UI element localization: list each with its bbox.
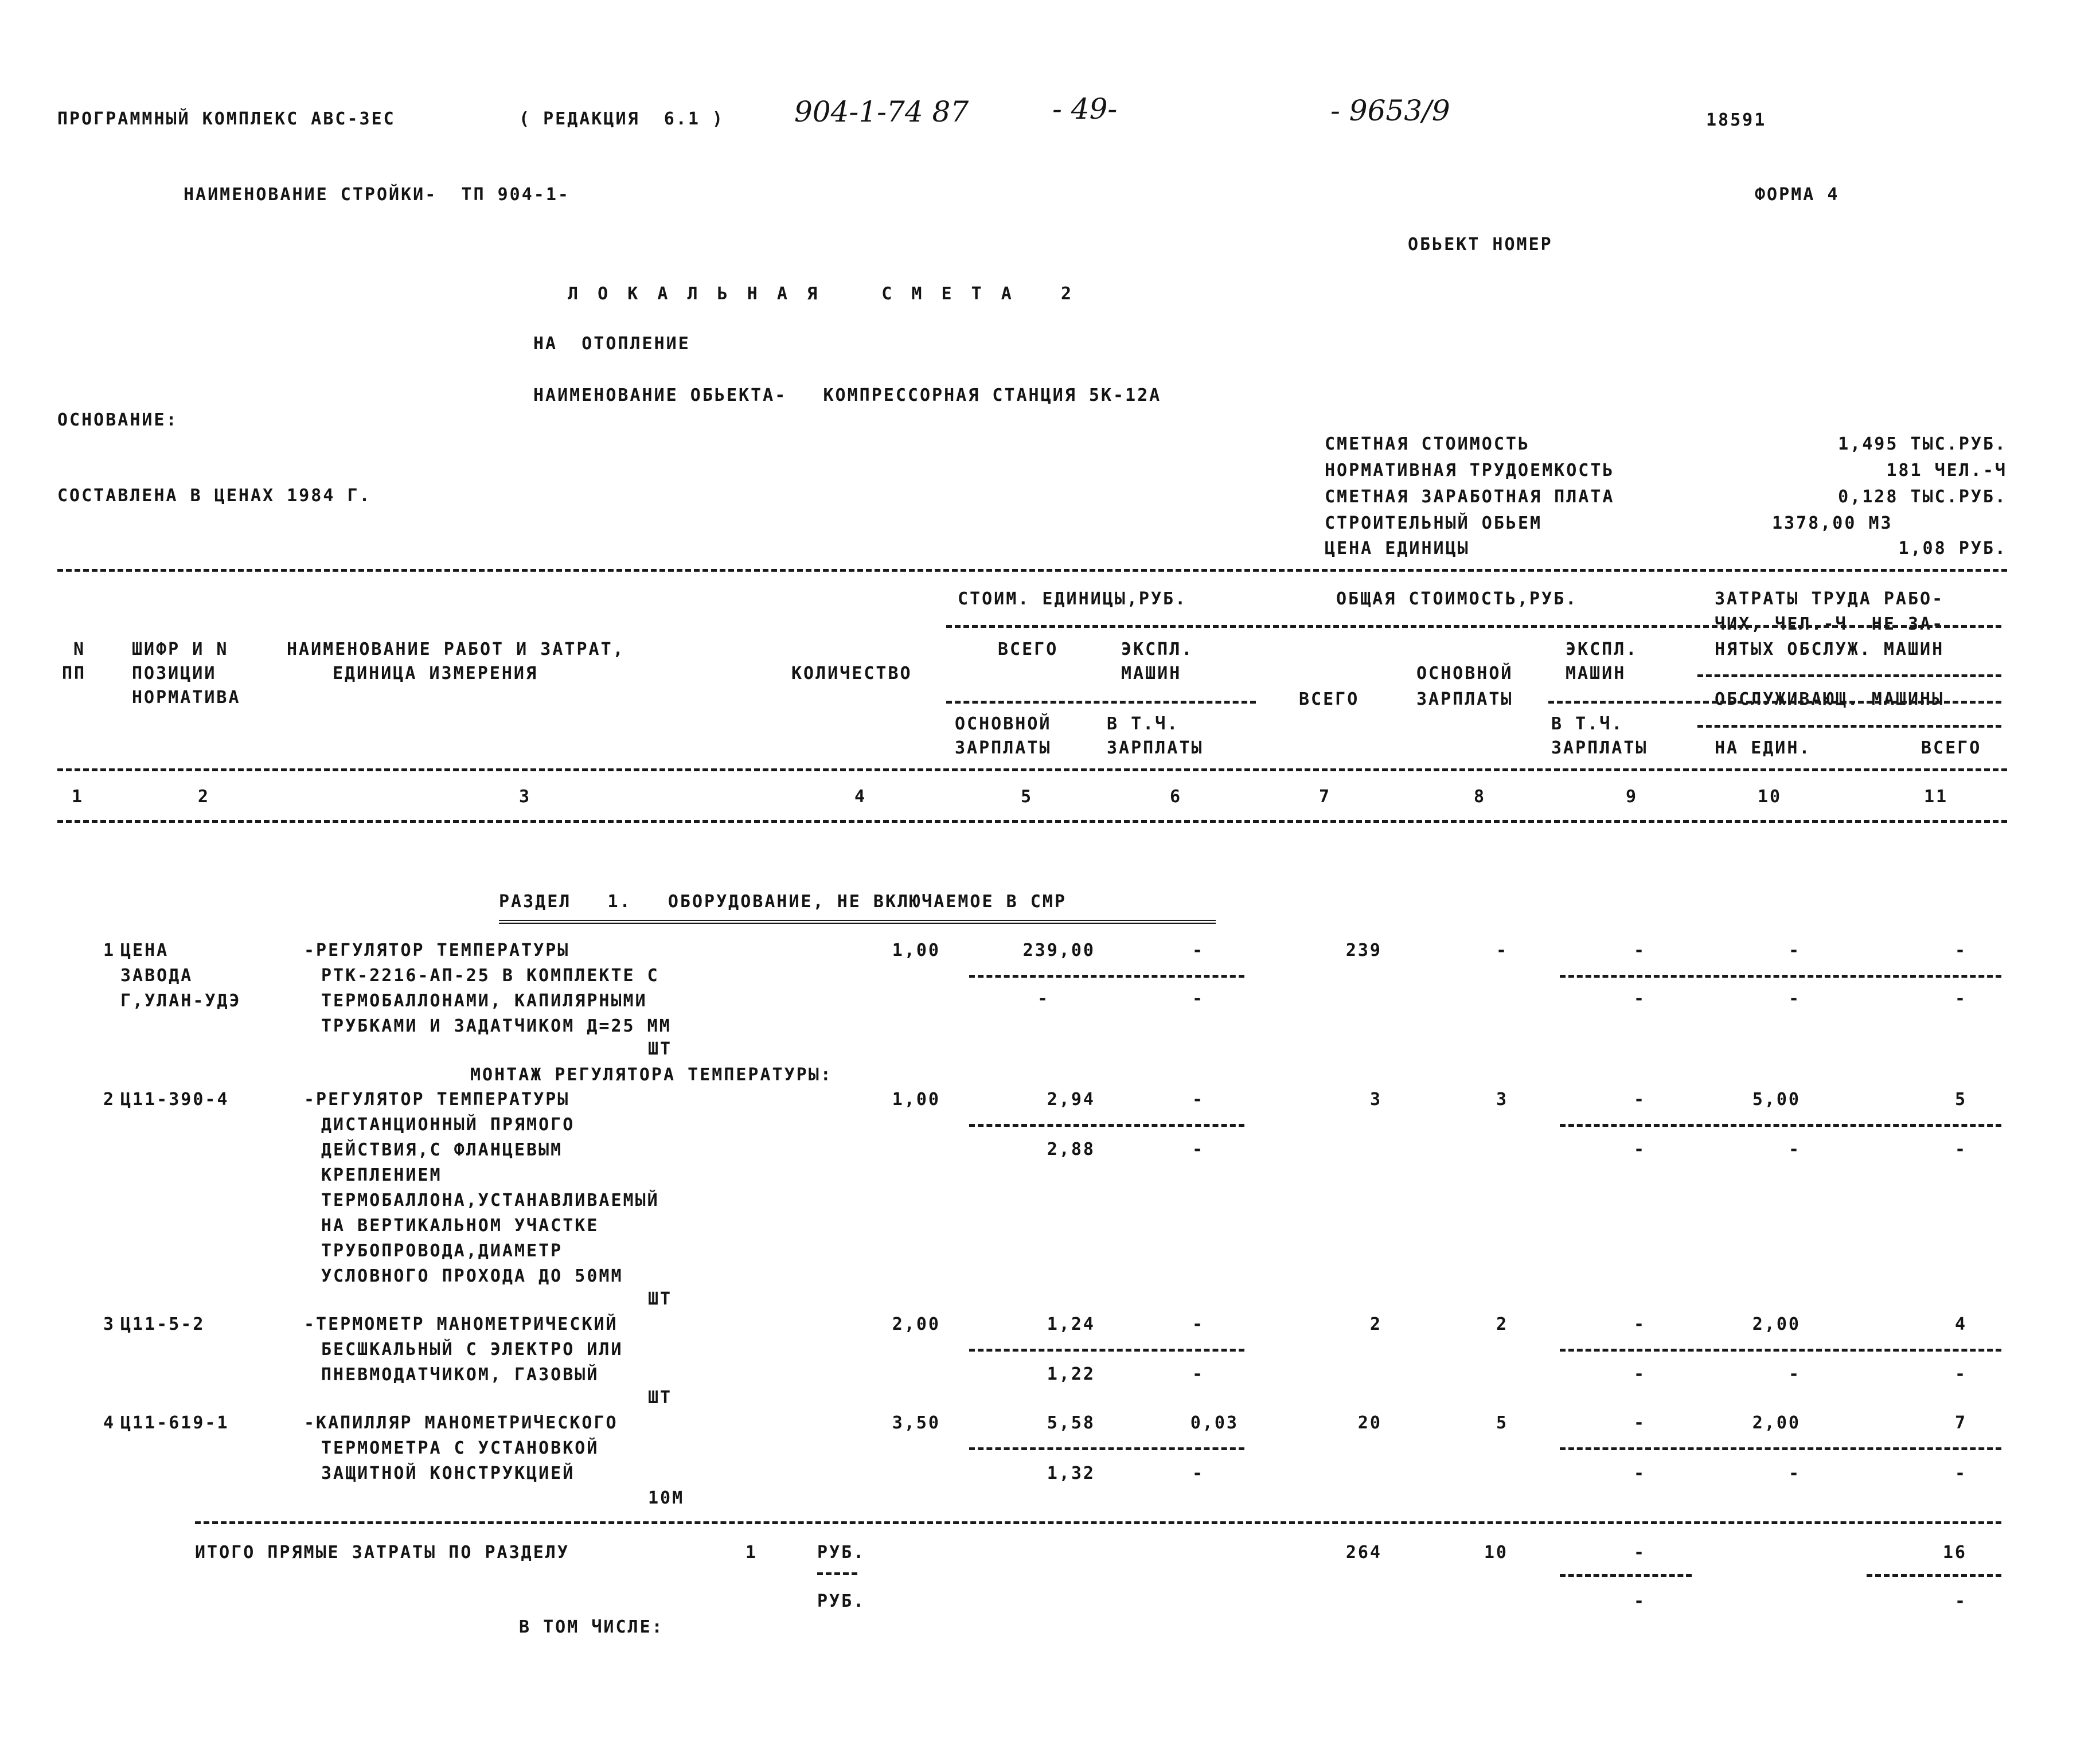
row-separator [1560,1124,2001,1127]
summary-label: СМЕТНАЯ СТОИМОСТЬ [1325,434,1531,454]
row-labor-total: - [1954,940,1967,960]
header-code: ПОЗИЦИИ [132,663,217,684]
summary-value: 0,128 ТЫС.РУБ. [1838,487,2007,507]
row-separator [969,1447,1244,1450]
column-number: 6 [1170,787,1182,807]
row-quantity: 1,00 [892,940,940,960]
row-separator [969,1349,1244,1352]
row-work-name: ТРУБОПРОВОДА,ДИАМЕТР [321,1241,563,1261]
row-unit-total: 5,58 [1047,1413,1095,1433]
document-number: - 9653/9 [1330,94,1450,127]
row-total: 3 [1369,1090,1382,1110]
header-unit-wage: ЗАРПЛАТЫ [955,738,1052,758]
row-labor-unit: 2,00 [1752,1413,1801,1433]
page-number: - 49- [1052,92,1118,126]
row-unit-wage: 1,22 [1047,1364,1095,1384]
header-labor: ЧИХ, ЧЕЛ.-Ч НЕ ЗА- [1715,614,1945,634]
row-unit-incl: - [1192,1463,1204,1483]
header-unit-mach: МАШИН [1121,663,1182,684]
estimate-title: Л О К А Л Ь Н А Я С М Е Т А 2 [568,284,1076,304]
row-code: ЗАВОДА [120,966,193,986]
construction-name: НАИМЕНОВАНИЕ СТРОЙКИ- ТП 904-1- [184,185,570,205]
totals-section-number: 1 [745,1543,758,1563]
row-unit-incl: - [1192,1364,1204,1384]
totals-labor-total: 16 [1942,1543,1967,1563]
header-labor: ОБСЛУЖИВАЮЩ. МАШИНЫ [1715,689,1945,709]
row-quantity: 2,00 [892,1314,940,1334]
row-unit-wage: 2,88 [1047,1139,1095,1159]
section-underline [499,920,1216,924]
header-quantity: КОЛИЧЕСТВО [791,663,912,684]
column-number: 8 [1474,787,1486,807]
row-unit-total: 239,00 [1022,940,1095,960]
totals-total: 264 [1345,1543,1382,1563]
row-number: 2 [103,1090,116,1110]
row-unit-wage: 1,32 [1047,1463,1095,1483]
row-work-name: ЗАЩИТНОЙ КОНСТРУКЦИЕЙ [321,1463,575,1483]
row-work-name: ДИСТАНЦИОННЫЙ ПРЯМОГО [321,1115,575,1135]
table-top-rule [57,569,2007,572]
header-total-incl: ЗАРПЛАТЫ [1551,738,1648,758]
object-number: ОБЬЕКТ НОМЕР [1408,235,1553,255]
row-total-incl: - [1633,1463,1646,1483]
row-code: Ц11-390-4 [120,1090,229,1110]
row-total-mach: - [1633,1090,1646,1110]
row-unit-incl: - [1192,1139,1204,1159]
header-total-mach: МАШИН [1566,663,1626,684]
program-name: ПРОГРАММНЫЙ КОМПЛЕКС АВС-ЗЕС [57,109,396,129]
handwritten-code: 904-1-74 87 [794,95,969,128]
row-unit-total: 2,94 [1047,1090,1095,1110]
summary-label: ЦЕНА ЕДИНИЦЫ [1325,538,1470,559]
header-labor-unit: НА ЕДИН. [1715,738,1812,758]
header-unit-incl: ЗАРПЛАТЫ [1107,738,1204,758]
header-pp: ПП [62,663,87,684]
basis-label: ОСНОВАНИЕ: [57,410,178,430]
row-unit-mach: - [1192,1090,1204,1110]
totals-separator [1560,1574,1692,1577]
row-separator [969,1124,1244,1127]
row-labor-unit: - [1788,1364,1801,1384]
totals-mach: - [1633,1543,1646,1563]
row-code: Ц11-5-2 [120,1314,205,1334]
row-total-wage: - [1496,940,1508,960]
row-number: 4 [103,1413,116,1433]
column-number: 9 [1626,787,1638,807]
header-separator [1548,701,2001,704]
totals-labor-total: - [1954,1591,1967,1611]
column-number: 10 [1758,787,1782,807]
prices-note: СОСТАВЛЕНА В ЦЕНАХ 1984 Г. [57,486,372,506]
header-total-incl: В Т.Ч. [1551,714,1624,734]
column-number: 3 [519,787,532,807]
header-labor: НЯТЫХ ОБСЛУЖ. МАШИН [1715,639,1945,659]
row-total: 239 [1345,940,1382,960]
row-work-name: ТРУБКАМИ И ЗАДАТЧИКОМ Д=25 ММ [321,1016,672,1036]
totals-top-rule [195,1521,2001,1524]
row-unit-mach: 0,03 [1190,1413,1239,1433]
header-separator [946,701,1256,704]
row-work-name: -РЕГУЛЯТОР ТЕМПЕРАТУРЫ [304,1090,570,1110]
row-labor-unit: - [1788,989,1801,1009]
summary-label: СТРОИТЕЛЬНЫЙ ОБЬЕМ [1325,513,1543,533]
row-unit: ШТ [648,1289,673,1309]
totals-incl: - [1633,1591,1646,1611]
header-total-cost: ОБЩАЯ СТОИМОСТЬ,РУБ. [1336,589,1578,609]
header-separator [1697,674,2001,677]
header-unit-mach: ЭКСПЛ. [1121,639,1194,659]
totals-wage: 10 [1484,1543,1508,1563]
row-unit: ШТ [648,1388,673,1408]
column-number: 5 [1021,787,1033,807]
header-work-name: НАИМЕНОВАНИЕ РАБОТ И ЗАТРАТ, [287,639,625,659]
row-work-name: ТЕРМОБАЛЛОНАМИ, КАПИЛЯРНЫМИ [321,991,647,1011]
row-code: Ц11-619-1 [120,1413,229,1433]
row-separator [969,975,1244,978]
row-work-name: -КАПИЛЛЯР МАНОМЕТРИЧЕСКОГО [304,1413,618,1433]
row-labor-unit: 2,00 [1752,1314,1801,1334]
row-labor-unit: - [1788,1139,1801,1159]
row-labor-total: 7 [1954,1413,1967,1433]
row-unit-wage: - [1037,989,1049,1009]
column-number: 11 [1924,787,1949,807]
row-labor-unit: - [1788,940,1801,960]
row-total: 2 [1369,1314,1382,1334]
row-labor-total: 5 [1954,1090,1967,1110]
totals-label: ИТОГО ПРЯМЫЕ ЗАТРАТЫ ПО РАЗДЕЛУ [195,1543,569,1563]
totals-including: В ТОМ ЧИСЛЕ: [519,1617,664,1637]
row-labor-total: - [1954,989,1967,1009]
summary-value: 1,495 ТЫС.РУБ. [1838,434,2007,454]
header-unit-wage: ОСНОВНОЙ [955,714,1052,734]
header-n: N [73,639,86,659]
row-work-name: ПНЕВМОДАТЧИКОМ, ГАЗОВЫЙ [321,1365,599,1385]
header-separator [946,625,2001,628]
header-total-wage: ЗАРПЛАТЫ [1416,689,1513,709]
row-code: ЦЕНА [120,940,169,960]
row-number: 1 [103,940,116,960]
edition-label: ( РЕДАКЦИЯ 6.1 ) [519,109,725,129]
row-unit-incl: - [1192,989,1204,1009]
row-work-name: НА ВЕРТИКАЛЬНОМ УЧАСТКЕ [321,1216,599,1236]
row-unit-mach: - [1192,1314,1204,1334]
row-labor-total: - [1954,1364,1967,1384]
row-total-mach: - [1633,1314,1646,1334]
header-total-all: ВСЕГО [1299,689,1360,709]
numbers-bottom-rule [57,820,2007,823]
header-separator [1697,725,2001,728]
header-code: ШИФР И N [132,639,229,659]
header-unit-incl: В Т.Ч. [1107,714,1180,734]
row-total-incl: - [1633,1139,1646,1159]
totals-unit: РУБ. [817,1543,866,1563]
row-unit: ШТ [648,1039,673,1059]
header-total-wage: ОСНОВНОЙ [1416,663,1513,684]
row-work-name: БЕСШКАЛЬНЫЙ С ЭЛЕКТРО ИЛИ [321,1340,623,1360]
row-labor-unit: - [1788,1463,1801,1483]
row-separator [1560,1349,2001,1352]
row-quantity: 1,00 [892,1090,940,1110]
row-labor-unit: 5,00 [1752,1090,1801,1110]
row-unit-total: 1,24 [1047,1314,1095,1334]
row-total-wage: 2 [1496,1314,1508,1334]
totals-unit-separator [817,1572,857,1575]
row-separator [1560,975,2001,978]
header-work-name: ЕДИНИЦА ИЗМЕРЕНИЯ [333,663,538,684]
header-labor-total: ВСЕГО [1921,738,1982,758]
row-work-name: РТК-2216-АП-25 В КОМПЛЕКТЕ С [321,966,659,986]
row-work-name: ТЕРМОБАЛЛОНА,УСТАНАВЛИВАЕМЫЙ [321,1190,659,1211]
header-unit-cost: СТОИМ. ЕДИНИЦЫ,РУБ. [958,589,1188,609]
column-number: 7 [1319,787,1332,807]
row-work-name: -РЕГУЛЯТОР ТЕМПЕРАТУРЫ [304,940,570,960]
row-unit: 10М [648,1488,685,1508]
column-number: 1 [72,787,84,807]
row-labor-total: - [1954,1139,1967,1159]
row-work-name: УСЛОВНОГО ПРОХОДА ДО 50ММ [321,1266,623,1286]
row-quantity: 3,50 [892,1413,940,1433]
row-total-incl: - [1633,1364,1646,1384]
row-pre-heading: МОНТАЖ РЕГУЛЯТОРА ТЕМПЕРАТУРЫ: [470,1065,833,1085]
estimate-subtitle: НА ОТОПЛЕНИЕ [533,334,690,354]
column-number: 2 [198,787,210,807]
header-labor: ЗАТРАТЫ ТРУДА РАБО- [1715,589,1945,609]
row-total-mach: - [1633,940,1646,960]
sheet-code: 18591 [1706,110,1767,130]
totals-unit: РУБ. [817,1591,866,1611]
row-number: 3 [103,1314,116,1334]
summary-value: 1378,00 М3 [1772,513,1893,533]
header-code: НОРМАТИВА [132,688,241,708]
row-work-name: КРЕПЛЕНИЕМ [321,1165,442,1185]
row-work-name: -ТЕРМОМЕТР МАНОМЕТРИЧЕСКИЙ [304,1314,618,1334]
totals-separator [1867,1574,2001,1577]
header-total-mach: ЭКСПЛ. [1566,639,1638,659]
section-title: РАЗДЕЛ 1. ОБОРУДОВАНИЕ, НЕ ВКЛЮЧАЕМОЕ В СМР [499,892,1067,912]
row-work-name: ТЕРМОМЕТРА С УСТАНОВКОЙ [321,1438,599,1458]
header-unit-total: ВСЕГО [998,639,1059,659]
summary-label: СМЕТНАЯ ЗАРАБОТНАЯ ПЛАТА [1325,487,1615,507]
row-total-wage: 3 [1496,1090,1508,1110]
summary-value: 1,08 РУБ. [1898,538,2007,559]
column-number: 4 [854,787,867,807]
row-total-wage: 5 [1496,1413,1508,1433]
row-code: Г,УЛАН-УДЭ [120,991,241,1011]
row-labor-total: 4 [1954,1314,1967,1334]
row-total-mach: - [1633,1413,1646,1433]
row-labor-total: - [1954,1463,1967,1483]
row-total: 20 [1357,1413,1382,1433]
form-label: ФОРМА 4 [1755,185,1840,205]
row-work-name: ДЕЙСТВИЯ,С ФЛАНЦЕВЫМ [321,1140,563,1160]
object-name: НАИМЕНОВАНИЕ ОБЬЕКТА- КОМПРЕССОРНАЯ СТАНЦИЯ 5К-12А [533,385,1162,405]
summary-label: НОРМАТИВНАЯ ТРУДОЕМКОСТЬ [1325,460,1615,481]
row-separator [1560,1447,2001,1450]
summary-value: 181 ЧЕЛ.-Ч [1886,460,2007,481]
header-bottom-rule [57,768,2007,771]
row-total-incl: - [1633,989,1646,1009]
row-unit-mach: - [1192,940,1204,960]
